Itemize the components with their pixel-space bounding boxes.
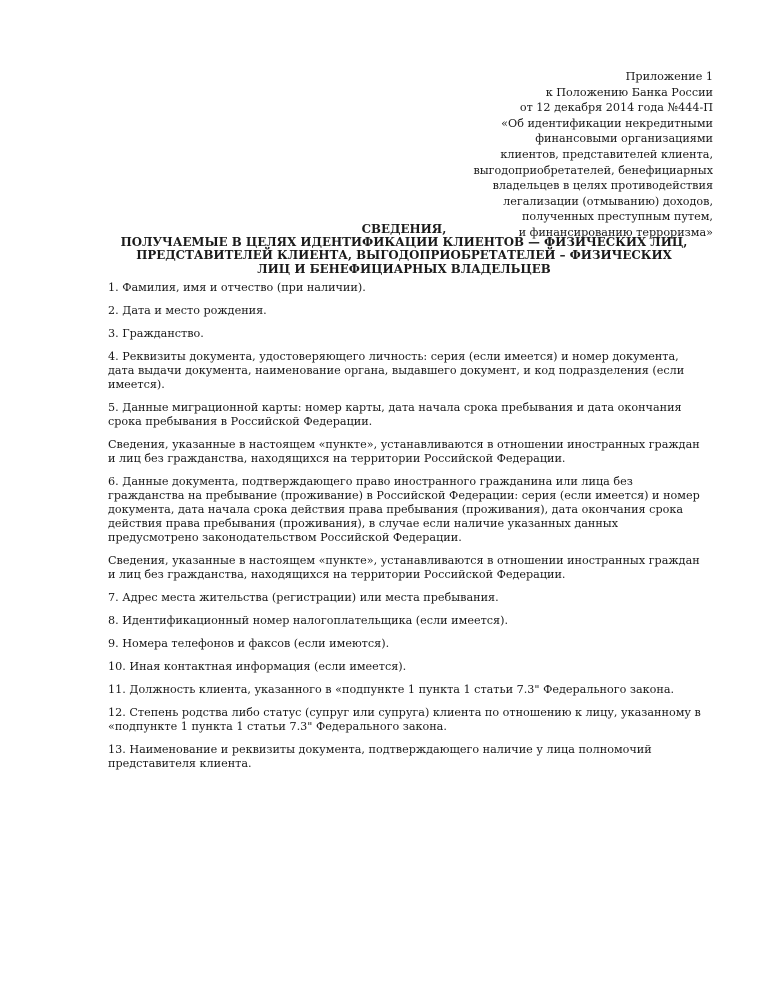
list-item <box>108 327 718 341</box>
appendix-line: к Положению Банка России <box>545 85 713 99</box>
list-item <box>108 401 718 429</box>
appendix-line: полученных преступным путем, <box>521 210 713 224</box>
list-item-line: и лиц без гражданства, находящихся на территории Российской Федерации. <box>108 452 566 465</box>
list-item-line: 12. Степень родства либо статус (супруг или супруга) клиента по отношению к лицу, указанному в <box>108 706 701 719</box>
appendix-line: от 12 декабря 2014 года №444-П <box>519 101 713 115</box>
appendix-line: легализации (отмыванию) доходов, <box>503 194 713 208</box>
list-item <box>108 304 718 318</box>
list-item <box>108 660 718 674</box>
list-item <box>108 683 718 697</box>
appendix-line: Приложение 1 <box>625 70 713 83</box>
list-item <box>108 350 718 392</box>
list-item-line: 11. Должность клиента, указанного в «подпункте 1 пункта 1 статьи 7.3" Федерального закона. <box>108 683 675 696</box>
document-title <box>100 223 708 276</box>
list-item-line: Сведения, указанные в настоящем «пункте», устанавливаются в отношении иностранных граждан <box>108 554 700 567</box>
list-item-line: 13. Наименование и реквизиты документа, подтверждающего наличие у лица полномочий <box>108 743 652 756</box>
list-item <box>108 706 718 734</box>
title-line: ПРЕДСТАВИТЕЛЕЙ КЛИЕНТА, ВЫГОДОПРИОБРЕТАТЕЛЕЙ – ФИЗИЧЕСКИХ <box>136 248 672 263</box>
appendix-header <box>413 69 713 241</box>
document-body <box>108 281 718 780</box>
list-item-line: представителя клиента. <box>108 757 252 770</box>
list-item <box>108 743 718 771</box>
appendix-line: клиентов, представителей клиента, <box>500 147 713 161</box>
list-item-line: срока пребывания в Российской Федерации. <box>108 415 373 428</box>
list-item-line: гражданства на пребывание (проживание) в Российской Федерации: серия (если имеется) и номер <box>108 489 700 502</box>
list-item-line: дата выдачи документа, наименование органа, выдавшего документ, и код подразделения (если <box>108 364 685 377</box>
title-line: ЛИЦ И БЕНЕФИЦИАРНЫХ ВЛАДЕЛЬЦЕВ <box>257 261 551 276</box>
list-item-line: 3. Гражданство. <box>108 327 204 340</box>
list-item <box>108 591 718 605</box>
list-item-line: и лиц без гражданства, находящихся на территории Российской Федерации. <box>108 568 566 581</box>
list-item-line: 10. Иная контактная информация (если имеется). <box>108 660 407 673</box>
list-item-line: 5. Данные миграционной карты: номер карты, дата начала срока пребывания и дата окончания <box>108 401 682 414</box>
appendix-line: финансовыми организациями <box>535 132 713 146</box>
list-item <box>108 281 718 295</box>
list-item <box>108 637 718 651</box>
list-item-line: 2. Дата и место рождения. <box>108 304 267 317</box>
list-item <box>108 475 718 545</box>
list-item-line: Сведения, указанные в настоящем «пункте», устанавливаются в отношении иностранных граждан <box>108 438 700 451</box>
title-line: ПОЛУЧАЕМЫЕ В ЦЕЛЯХ ИДЕНТИФИКАЦИИ КЛИЕНТОВ — ФИЗИЧЕСКИХ ЛИЦ, <box>120 235 688 250</box>
list-item-line: документа, дата начала срока действия права пребывания (проживания), дата окончания срока <box>108 503 683 516</box>
list-item <box>108 438 718 466</box>
list-item-line: имеется). <box>108 378 165 391</box>
appendix-line: владельцев в целях противодействия <box>492 179 713 193</box>
list-item-line: 6. Данные документа, подтверждающего право иностранного гражданина или лица без <box>108 475 633 488</box>
list-item-line: 8. Идентификационный номер налогоплательщика (если имеется). <box>108 614 509 627</box>
list-item-line: 1. Фамилия, имя и отчество (при наличии). <box>108 281 366 294</box>
list-item-line: «подпункте 1 пункта 1 статьи 7.3" Федерального закона. <box>108 720 447 733</box>
appendix-line: выгодоприобретателей, бенефициарных <box>473 163 713 177</box>
list-item-line: 4. Реквизиты документа, удостоверяющего личность: серия (если имеется) и номер документа, <box>108 350 679 363</box>
title-line: СВЕДЕНИЯ, <box>361 222 447 236</box>
list-item-line: предусмотрено законодательством Российской Федерации. <box>108 531 462 544</box>
appendix-line: «Об идентификации некредитными <box>501 116 713 130</box>
list-item-line: 9. Номера телефонов и факсов (если имеются). <box>108 637 390 650</box>
list-item <box>108 614 718 628</box>
list-item-line: действия права пребывания (проживания), в случае если наличие указанных данных <box>108 517 619 530</box>
appendix-line: и финансированию терроризма» <box>518 225 713 239</box>
list-item <box>108 554 718 582</box>
list-item-line: 7. Адрес места жительства (регистрации) или места пребывания. <box>108 591 499 604</box>
